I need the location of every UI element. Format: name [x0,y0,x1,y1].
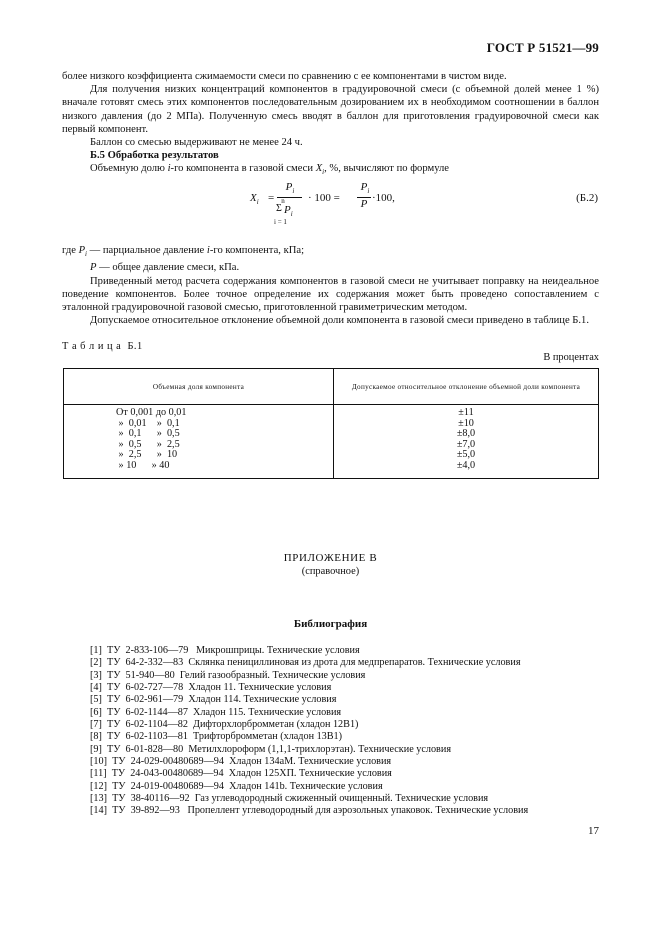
table-row-range: » 10 » 40 [116,459,170,471]
paragraph-hold-time: Баллон со смесью выдерживают не менее 24 ч. [90,137,303,149]
sum-sign: Σ [276,203,282,214]
bibliography-item: [1] ТУ 2-833-106—79 Микрошприцы. Технические условия [90,645,360,656]
formula-mult-2: ·100, [372,192,395,204]
formula-b2 [250,183,610,233]
tolerance-table [63,368,599,479]
bibliography-item: [8] ТУ 6-02-1103—81 Трифторбромметан (хладон 13В1) [90,731,343,743]
table-header-cell-2: Допускаемое относительное отклонение объемной доли компонента [334,369,599,405]
bibliography-item: [9] ТУ 6-01-828—80 Метилхлороформ (1,1,1-трихлорэтан). Технические условия [90,743,451,755]
bibliography-heading: Библиография [293,618,368,630]
table-row-tolerance: ±5,0 [456,449,476,460]
standard-header: ГОСТ Р 51521—99 [486,40,599,55]
bibliography-item: [5] ТУ 6-02-961—79 Хладон 114. Технические условия [90,694,337,706]
table-caption: Т а б л и ц а Б.1 [62,341,143,352]
table-row-tolerance: ±7,0 [456,438,476,450]
section-heading-b5: Б.5 Обработка результатов [90,150,219,162]
formula-number: (Б.2) [576,192,598,204]
paragraph-formula-intro: Объемную долю i-го компонента в газовой смеси $X_i$, %, вычисляют по формуле [90,163,450,177]
bibliography-list [90,645,610,818]
table-tolerance-column [334,405,599,479]
table-header-cell-1: Объемная доля компонента [64,369,334,405]
sum-upper-limit: n [281,197,285,205]
paragraph-tolerance-ref: Допускаемое относительное отклонение объемной доли компонента в газовой смеси приведено в таблице Б.1. [90,315,589,327]
sum-lower-limit: i = 1 [274,218,287,226]
appendix-subtitle: (справочное) [301,566,360,577]
table-row-tolerance: ±8,0 [456,428,476,439]
paragraph-compressibility: более низкого коэффициента сжимаемости смеси по сравнению с ее компонентами в чистом виде. [62,71,507,82]
formula-lhs: $X_i$ [250,192,259,207]
bibliography-item: [13] ТУ 38-40116—92 Газ углеводородный сжиженный очищенный. Технические условия [90,793,489,805]
table-row-range: » 0,01 » 0,1 [116,417,180,429]
formula-num1: $P_i$ [285,181,295,196]
paragraph-low-concentrations: Для получения низких концентраций компонентов в градуировочной смеси (с объемной долей менее 1 %) вначале готовят смесь этих компонентов последовательным дозированием их в необходимом соотношении в баллон низкого давления (до 2 МПа). Полученную смесь вводят в баллон для приготовления градуировочной смеси как первый компонент. [62,84,599,135]
where-line-pi: где $P_i$ — парциальное давление i-го компонента, кПа; [62,245,305,259]
bibliography-item: [4] ТУ 6-02-727—78 Хладон 11. Технические условия [90,682,332,694]
table-units: В процентах [543,352,599,363]
table-row-range: » 0,5 » 2,5 [116,438,180,450]
bibliography-item: [3] ТУ 51-940—80 Гелий газообразный. Технические условия [90,669,366,681]
table-row-tolerance: ±11 [458,407,474,418]
formula-den2: P [360,198,368,210]
table-row-tolerance: ±4,0 [456,459,476,471]
bibliography-item: [11] ТУ 24-043-00480689—94 Хладон 125ХП. Технические условия [90,768,392,780]
bibliography-item: [12] ТУ 24-019-00480689—94 Хладон 141b. Технические условия [90,780,383,792]
formula-num2: $P_i$ [360,181,370,196]
where-line-p: P — общее давление смеси, кПа. [90,262,240,274]
bibliography-item: [7] ТУ 6-02-1104—82 Дифторхлорбромметан (хладон 12В1) [90,719,359,731]
table-row-tolerance: ±10 [458,417,474,429]
appendix-title: ПРИЛОЖЕНИЕ В [283,552,378,564]
formula-den1: $P_i$ [284,204,293,219]
page-number: 17 [588,825,599,837]
table-row-range: » 2,5 » 10 [116,449,178,460]
formula-mult-1: · 100 = [308,192,340,204]
table-row-range: От 0,001 до 0,01 [116,407,187,418]
bibliography-item: [2] ТУ 64-2-332—83 Склянка пенициллиновая из дрота для медпрепаратов. Технические условия [90,657,521,669]
bibliography-item: [10] ТУ 24-029-00480689—94 Хладон 134аМ. Технические условия [90,756,392,768]
body-text-upper [62,70,599,180]
bibliography-item: [14] ТУ 39-892—93 Пропеллент углеводородный для аэрозольных упаковок. Технические условия [90,805,529,817]
table-row-range: » 0,1 » 0,5 [116,428,180,439]
formula-equals: = [268,192,275,204]
bibliography-item: [6] ТУ 6-02-1144—87 Хладон 115. Технические условия [90,706,342,718]
paragraph-method-note: Приведенный метод расчета содержания компонентов в газовой смеси не учитывает поправку на неидеальное поведение компонентов. Более точное определение их содержания может быть проведено сопоставлением с эталонной градуировочной газовой смесью, приготовленной гравиметрическим методом. [62,275,599,313]
body-text-lower [62,244,599,327]
table-range-column [64,405,334,479]
